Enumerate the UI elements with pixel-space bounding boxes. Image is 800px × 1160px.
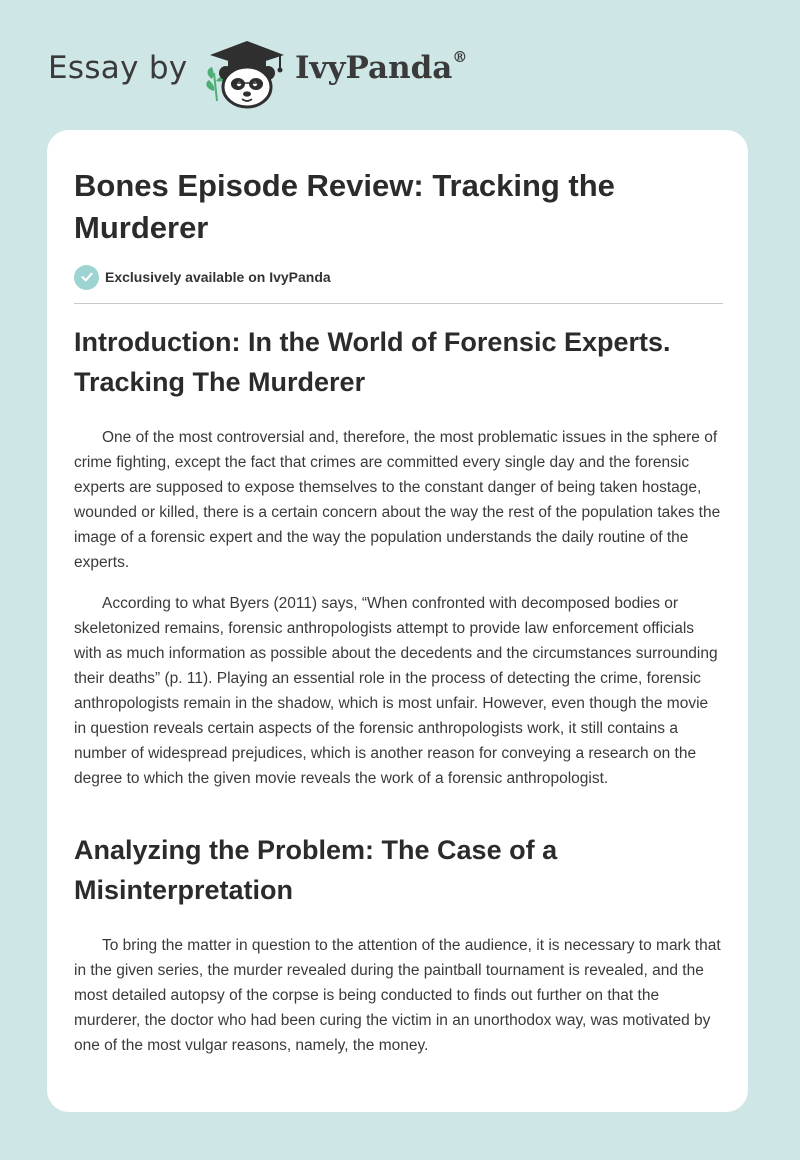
essay-card xyxy=(47,130,748,1112)
paragraph: To bring the matter in question to the attention of the audience, it is necessary to mark that in the given series, the murder revealed during the paintball tournament is revealed, and the most detailed autopsy of the corpse is being conducted to finds out further on that the murderer, the doctor who had been curing the victim in an unorthodox way, was motivated by one of the most vulgar reasons, namely, the money. xyxy=(74,937,721,1054)
divider xyxy=(74,303,723,304)
page-title: Bones Episode Review: Tracking the Murderer xyxy=(74,168,615,245)
site-header xyxy=(0,0,800,130)
essay-by-label: Essay by xyxy=(48,50,188,86)
paragraph: One of the most controversial and, therefore, the most problematic issues in the sphere of crime fighting, except the fact that crimes are committed every single day and the forensic experts are supposed to expose themselves to the constant danger of being taken hostage, wounded or killed, there is a certain concern about the way the rest of the population takes the image of a forensic expert and the way the population understands the daily routine of the experts. xyxy=(74,429,721,571)
section-heading-analyzing: Analyzing the Problem: The Case of a Misinterpretation xyxy=(74,835,558,905)
exclusive-badge xyxy=(74,264,331,290)
paragraph: According to what Byers (2011) says, “When confronted with decomposed bodies or skeletonized remains, forensic anthropologists attempt to provide law enforcement officials with as much information as possible about the decedents and the circumstances surrounding their deaths” (p. 11). Playing an essential role in the process of detecting the crime, forensic anthropologists remain in the shadow, which is most unfair. However, even though the movie in question reveals certain aspects of the forensic anthropologists work, it still contains a number of widespread prejudices, which is another reason for conveying a research on the degree to which the given movie reveals the work of a forensic anthropologist. xyxy=(74,595,718,787)
ivypanda-logo-icon[interactable] xyxy=(200,35,290,110)
section-heading-introduction: Introduction: In the World of Forensic Experts. Tracking The Murderer xyxy=(74,327,671,397)
brand-name[interactable]: IvyPanda® xyxy=(295,48,468,86)
check-icon xyxy=(74,265,99,290)
registered-mark: ® xyxy=(452,48,468,66)
exclusive-badge-label: Exclusively available on IvyPanda xyxy=(105,269,331,285)
